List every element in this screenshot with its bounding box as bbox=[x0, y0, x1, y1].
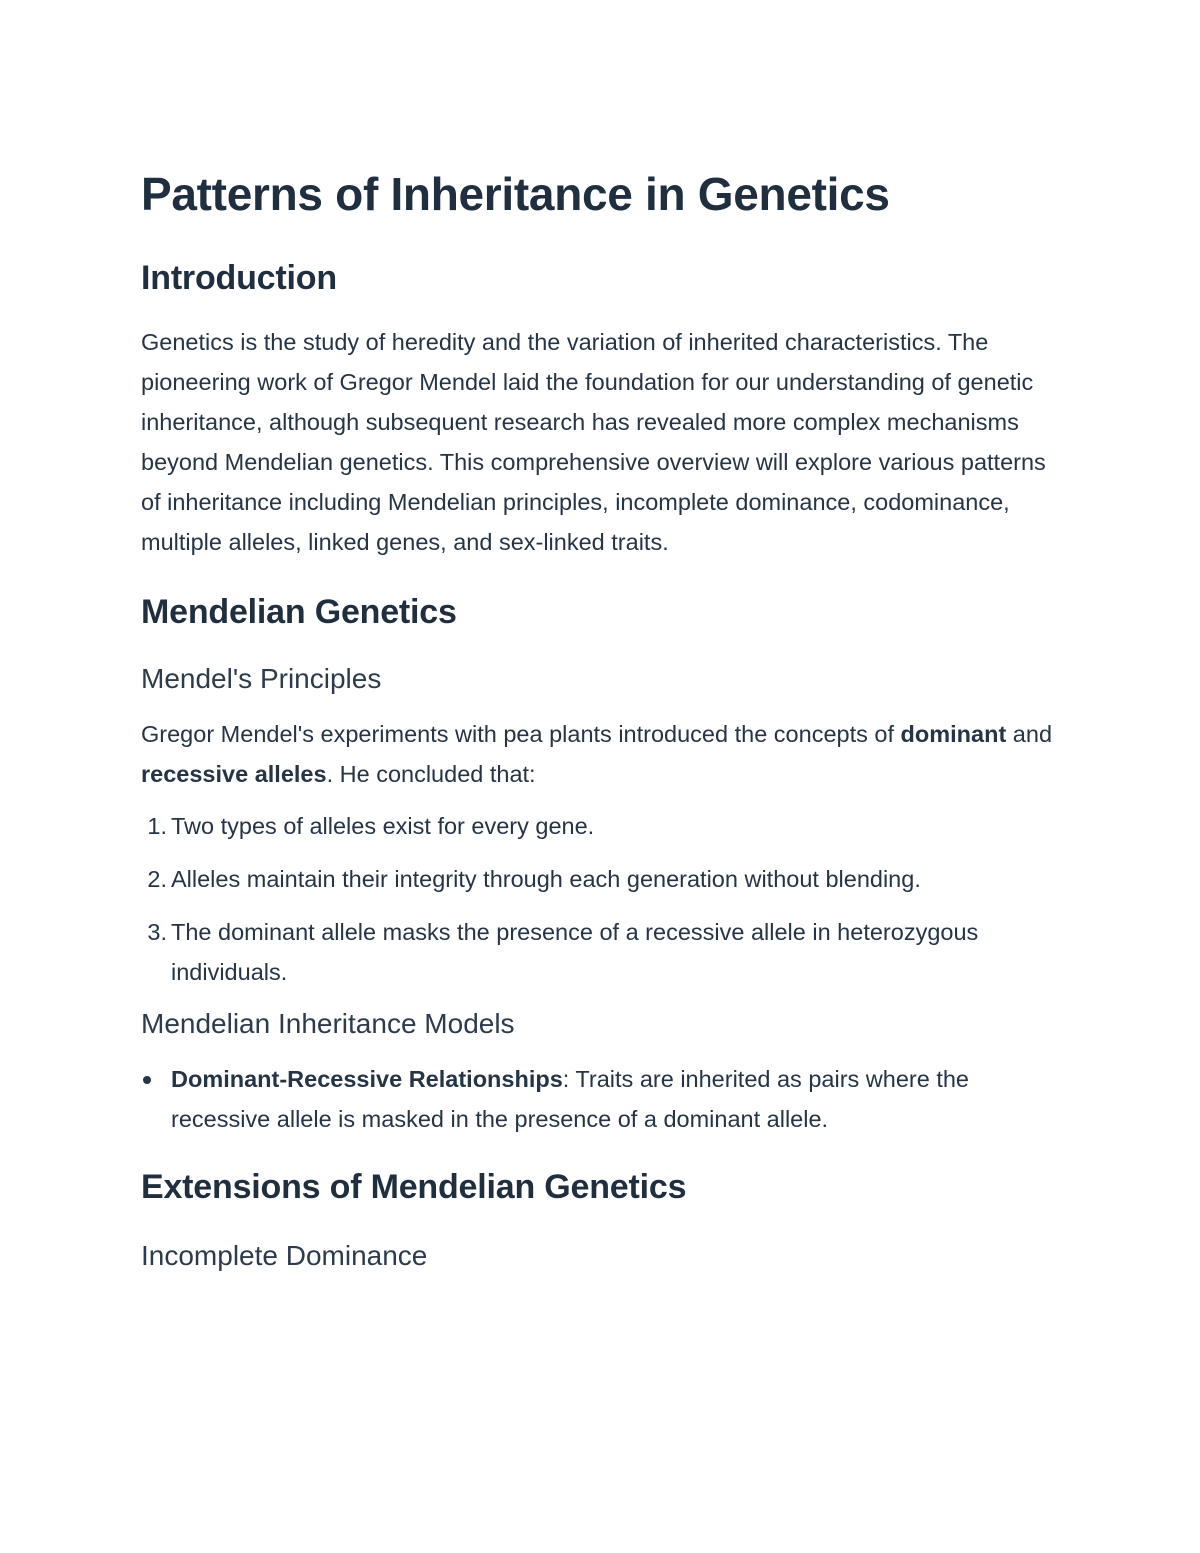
list-number: 1. bbox=[147, 813, 167, 839]
bullet-icon bbox=[143, 1076, 151, 1084]
list-number: 3. bbox=[147, 919, 167, 945]
list-item-text: The dominant allele masks the presence of a recessive allele in heterozygous individuals. bbox=[171, 919, 979, 985]
introduction-paragraph: Genetics is the study of heredity and the variation of inherited characteristics. The pioneering work of Gregor Mendel laid the foundation for our understanding of genetic inheritance, although subsequent research has revealed more complex mechanisms beyond Mendelian genetics. This comprehensive overview will explore various patterns of inheritance including Mendelian principles, incomplete dominance, codominance, multiple alleles, linked genes, and sex-linked traits. bbox=[141, 329, 1046, 555]
list-item-term: Dominant-Recessive Relationships bbox=[171, 1066, 563, 1092]
mendels-principles-heading: Mendel's Principles bbox=[141, 663, 382, 694]
inheritance-models-heading: Mendelian Inheritance Models bbox=[141, 1008, 515, 1039]
list-item bbox=[141, 859, 1061, 899]
incomplete-dominance-heading: Incomplete Dominance bbox=[141, 1240, 428, 1271]
mendelian-genetics-heading: Mendelian Genetics bbox=[141, 593, 457, 631]
principles-text-part: Gregor Mendel's experiments with pea plants introduced the concepts of bbox=[141, 721, 901, 747]
list-number: 2. bbox=[147, 866, 167, 892]
principles-text-part: and bbox=[1006, 721, 1053, 747]
document-title: Patterns of Inheritance in Genetics bbox=[141, 168, 890, 220]
extensions-heading: Extensions of Mendelian Genetics bbox=[141, 1168, 687, 1206]
list-item-text: Alleles maintain their integrity through each generation without blending. bbox=[171, 866, 921, 892]
document-content bbox=[141, 162, 1061, 1275]
dominant-term: dominant bbox=[900, 721, 1007, 747]
inheritance-models-list bbox=[141, 1059, 1061, 1139]
introduction-heading: Introduction bbox=[141, 259, 337, 297]
recessive-alleles-term: recessive alleles bbox=[141, 761, 327, 787]
mendels-principles-paragraph bbox=[141, 714, 1061, 794]
principles-text-part: . He concluded that: bbox=[326, 761, 536, 787]
list-item bbox=[141, 912, 1061, 992]
list-item bbox=[141, 806, 1061, 846]
list-item-text: Two types of alleles exist for every gene. bbox=[171, 813, 595, 839]
list-item-text: : Traits are inherited as pairs where the recessive allele is masked in the presence of a dominant allele. bbox=[171, 1066, 970, 1132]
mendel-conclusions-list bbox=[141, 806, 1061, 992]
list-item bbox=[141, 1059, 1061, 1139]
